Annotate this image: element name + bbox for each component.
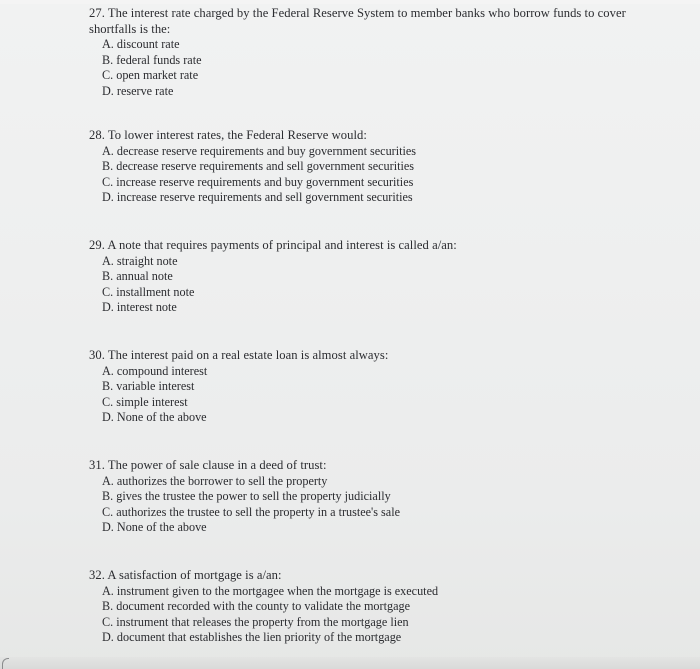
- question-stem: 27. The interest rate charged by the Federal Reserve System to member banks who borrow funds to cover shortfalls is the:: [89, 6, 626, 36]
- option-a: A. instrument given to the mortgagee when the mortgage is executed: [102, 583, 439, 598]
- option-b: B. annual note: [102, 269, 173, 284]
- top-edge: [0, 0, 700, 4]
- question-28: [89, 128, 649, 206]
- option-d: D. increase reserve requirements and sell government securities: [102, 190, 413, 205]
- corner-mark: [2, 658, 9, 669]
- question-30: [89, 348, 649, 426]
- answer-options: [89, 584, 649, 646]
- answer-options: [89, 144, 649, 206]
- option-b: B. document recorded with the county to validate the mortgage: [102, 599, 410, 614]
- option-a: A. straight note: [102, 253, 178, 268]
- option-c: C. installment note: [102, 284, 195, 299]
- question-stem: 30. The interest paid on a real estate loan is almost always:: [89, 348, 389, 362]
- option-c: C. authorizes the trustee to sell the property in a trustee's sale: [102, 504, 400, 519]
- option-b: B. gives the trustee the power to sell the property judicially: [102, 489, 391, 504]
- question-stem: 29. A note that requires payments of principal and interest is called a/an:: [89, 238, 457, 252]
- answer-options: [89, 364, 649, 426]
- option-d: D. reserve rate: [102, 83, 174, 98]
- option-b: B. variable interest: [102, 379, 195, 394]
- question-31: [89, 458, 649, 536]
- option-d: D. interest note: [102, 300, 177, 315]
- bottom-edge: [0, 657, 700, 669]
- option-d: D. None of the above: [102, 520, 207, 535]
- question-27: [89, 6, 649, 99]
- question-stem: 28. To lower interest rates, the Federal Reserve would:: [89, 128, 367, 142]
- answer-options: [89, 254, 649, 316]
- option-a: A. decrease reserve requirements and buy government securities: [102, 143, 417, 158]
- option-c: C. increase reserve requirements and buy government securities: [102, 174, 414, 189]
- question-stem: 31. The power of sale clause in a deed of trust:: [89, 458, 327, 472]
- answer-options: [89, 474, 649, 536]
- option-c: C. open market rate: [102, 68, 199, 83]
- question-stem: 32. A satisfaction of mortgage is a/an:: [89, 568, 282, 582]
- question-29: [89, 238, 649, 316]
- option-a: A. discount rate: [102, 37, 180, 51]
- option-a: A. compound interest: [102, 363, 208, 378]
- option-b: B. decrease reserve requirements and sell government securities: [102, 159, 415, 174]
- option-d: D. None of the above: [102, 410, 207, 425]
- option-d: D. document that establishes the lien priority of the mortgage: [102, 630, 402, 645]
- answer-options: [89, 37, 649, 99]
- option-b: B. federal funds rate: [102, 52, 202, 67]
- option-c: C. instrument that releases the property from the mortgage lien: [102, 614, 409, 629]
- question-32: [89, 568, 649, 646]
- option-c: C. simple interest: [102, 394, 188, 409]
- option-a: A. authorizes the borrower to sell the property: [102, 473, 328, 488]
